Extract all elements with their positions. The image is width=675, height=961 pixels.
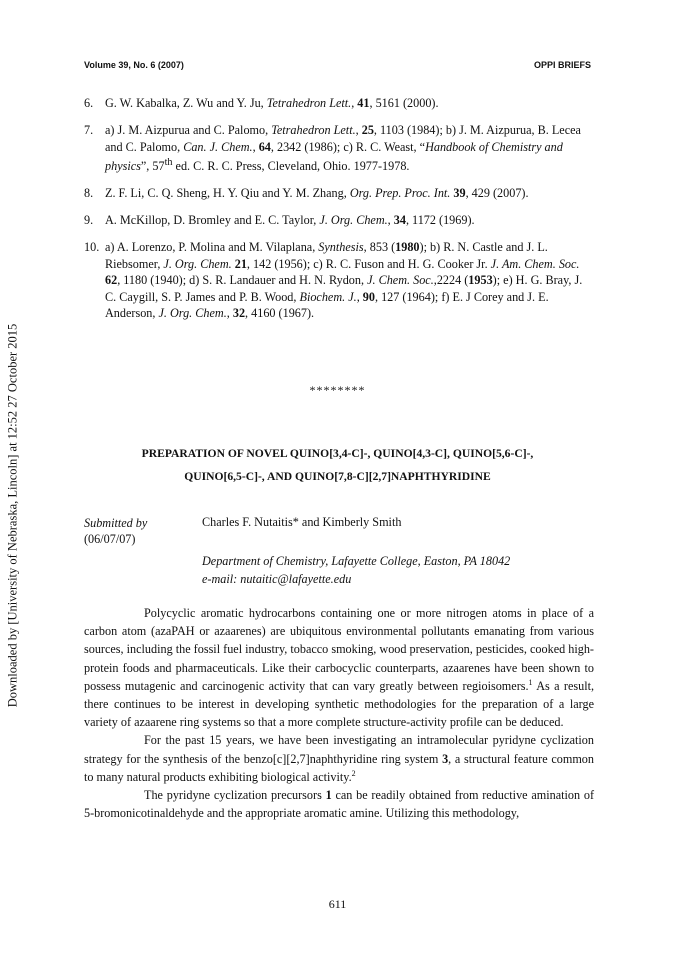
body-text-run: For the past 15 years, we have been investigating an intramolecular pyridyne cyclization strategy for the synthesis of the benzo[c][2,7]naphthyridine ring system [84, 733, 594, 766]
submitted-date: (06/07/07) [84, 532, 136, 546]
reference-text: , 853 ( [363, 240, 396, 255]
reference-text: Synthesis [318, 240, 364, 255]
body-paragraph [84, 786, 594, 822]
reference-text: Z. F. Li, C. Q. Sheng, H. Y. Qiu and Y. M. Zhang, [105, 186, 350, 201]
reference-text: J. Org. Chem. [163, 256, 232, 271]
reference-item [84, 212, 594, 229]
page-number: 611 [328, 897, 347, 911]
reference-text: a) A. Lorenzo, P. Molina and M. Vilaplana, [105, 240, 319, 255]
reference-text: ”, 57 [140, 159, 165, 174]
reference-item [84, 185, 594, 202]
download-watermark [5, 280, 21, 750]
reference-text: 90 [362, 289, 375, 304]
reference-text: 39 [453, 186, 466, 201]
body-text-run: Polycyclic aromatic hydrocarbons containing one or more nitrogen atoms in place of a carbon atom (azaPAH or azaarenes) are ubiquitous environmental pollutants emanating from various sources, including the fossil fuel industry, tobacco smoking, wood preservation, pesticides, cooked high-protein foods and pharmaceuticals. Like their carbocyclic counterparts, azaarenes have been shown to possess mutagenic and carcinogenic activity that can vary greatly between regioisomers. [84, 606, 594, 693]
reference-text: Handbook of Chemistry and physics [105, 139, 563, 174]
reference-text: J. Chem. Soc. [367, 273, 434, 288]
article-title-line-1: PREPARATION OF NOVEL QUINO[3,4-C]-, QUINO[4,3-C], QUINO[5,6-C]-, [141, 447, 534, 460]
reference-text: Tetrahedron Lett. [271, 123, 356, 137]
affiliation: Department of Chemistry, Lafayette College, Easton, PA 18042 [202, 554, 511, 568]
body-text-run: 1 [528, 677, 533, 687]
reference-text: J. Am. Chem. Soc. [490, 256, 580, 271]
reference-text: 1953 [468, 273, 493, 288]
submitted-by-label: Submitted by [84, 516, 148, 530]
contact-email: e-mail: nutaitic@lafayette.edu [202, 572, 352, 586]
reference-text: 1980 [395, 240, 420, 255]
reference-text: 62 [105, 273, 118, 288]
reference-text: 21 [234, 256, 247, 271]
reference-text: ed. C. R. C. Press, Cleveland, Ohio. 1977-1978. [172, 159, 410, 174]
body-text-run: As a result, there continues to be interest in developing synthetic methodologies for the preparation of a large variety of azaarene ring systems so that a more complete structure-activity profile can be deduced. [84, 678, 595, 730]
reference-text: , 142 (1956); c) R. C. Fuson and H. G. Cooker Jr. [246, 256, 491, 271]
reference-text: 64 [258, 139, 271, 154]
body-text-run: 3 [442, 751, 449, 766]
reference-text: J. Org. Chem. [158, 306, 227, 321]
reference-text: J. Org. Chem. [319, 213, 388, 228]
reference-text: 25 [361, 123, 374, 137]
reference-text: 32 [232, 306, 246, 321]
authors: Charles F. Nutaitis* and Kimberly Smith [202, 515, 402, 529]
reference-text: , 4160 (1967). [245, 306, 315, 321]
reference-number: 6. [84, 96, 94, 110]
reference-number: 7. [84, 123, 94, 137]
references-list [84, 95, 594, 332]
reference-text: 41 [357, 96, 370, 110]
reference-text: th [164, 157, 173, 168]
reference-text: , [252, 139, 259, 154]
body-paragraph [84, 604, 594, 731]
reference-text: Org. Prep. Proc. Int. [349, 186, 451, 201]
reference-text: G. W. Kabalka, Z. Wu and Y. Ju, [105, 96, 267, 110]
reference-text: , 1103 (1984); b) J. M. Aizpurua, B. Lecea and C. Palomo, [105, 123, 581, 154]
reference-text: 34 [393, 213, 406, 228]
reference-text: , 429 (2007). [465, 186, 529, 201]
journal-volume: Volume 39, No. 6 (2007) [84, 60, 184, 70]
reference-text: , 5161 (2000). [369, 96, 439, 110]
reference-text: ); b) R. N. Castle and J. L. Riebsomer, [105, 240, 548, 271]
body-paragraph [84, 731, 594, 786]
body-text-run: 1 [325, 788, 332, 803]
download-watermark-text: Downloaded by [University of Nebraska, Lincoln] at 12:52 27 October 2015 [5, 323, 20, 707]
reference-text: ,2224 ( [433, 273, 469, 288]
reference-text: Can. J. Chem. [183, 139, 253, 154]
reference-text: , 2342 (1986); c) R. C. Weast, “ [270, 139, 426, 154]
reference-text: , [387, 213, 394, 228]
body-text-run: 2 [351, 768, 356, 778]
article-title-line-2: QUINO[6,5-C]-, AND QUINO[7,8-C][2,7]NAPHTHYRIDINE [184, 470, 491, 483]
reference-number: 8. [84, 186, 94, 201]
reference-item [84, 95, 594, 112]
reference-text: , [351, 96, 358, 110]
body-text-run: can be readily obtained from reductive amination of 5-bromonicotinaldehyde and the appropriate aromatic amine. Utilizing this methodology, [84, 788, 595, 821]
reference-text: A. McKillop, D. Bromley and E. C. Taylor, [105, 213, 320, 228]
reference-number: 10. [84, 240, 100, 255]
reference-item [84, 122, 594, 175]
reference-item [84, 239, 594, 322]
reference-text: ); e) H. G. Bray, J. C. Caygill, S. P. James and P. B. Wood, [105, 273, 583, 304]
reference-text: , [356, 289, 363, 304]
body-text-run: , a structural feature common to many natural products exhibiting biological activity. [84, 751, 594, 784]
reference-text: , [226, 306, 233, 321]
reference-text: , 1180 (1940); d) S. R. Landauer and H. N. Rydon, [117, 273, 368, 288]
reference-number: 9. [84, 213, 94, 228]
journal-section: OPPI BRIEFS [533, 60, 591, 70]
reference-text: , 1172 (1969). [405, 213, 475, 228]
section-separator: ******** [309, 383, 366, 397]
article-title [70, 442, 605, 488]
reference-text: , [355, 123, 362, 137]
article-body [84, 604, 594, 822]
reference-text: Biochem. J. [299, 289, 357, 304]
reference-text: , 127 (1964); f) E. J Corey and J. E. Anderson, [105, 289, 549, 321]
reference-text: a) J. M. Aizpurua and C. Palomo, [105, 123, 272, 137]
body-text-run: The pyridyne cyclization precursors [144, 788, 326, 803]
reference-text: Tetrahedron Lett. [266, 96, 352, 110]
